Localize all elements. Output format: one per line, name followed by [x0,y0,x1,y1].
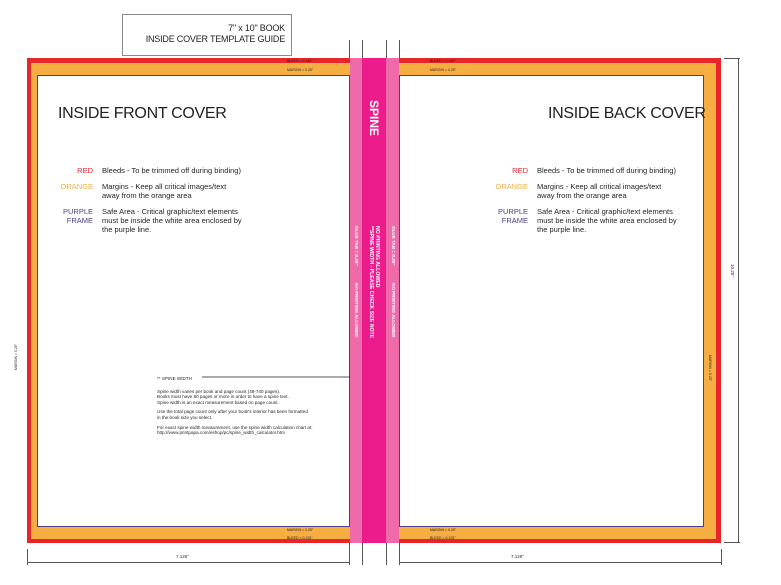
front-margin-bottom-label: MARGIN = 0.25" [287,528,314,532]
legend-orange-text-1: Margins - Keep all critical images/text [102,182,227,191]
front-bleed-top-label: BLEED = 0.125" [287,59,313,63]
legend-purple-key-2: FRAME [66,216,93,225]
spine-note-p4: Use the total page count only after your book's interior has been formatted [157,409,308,415]
back-legend-purple-key-2: FRAME [501,216,528,225]
front-bleed-bottom-label: BLEED = 0.125" [287,536,313,540]
back-margin-bottom-label: MARGIN = 0.25" [430,528,457,532]
legend-orange-key: ORANGE [60,182,93,191]
back-legend-purple-text-1: Safe Area - Critical graphic/text elements [537,207,673,216]
spine-no-printing: NO PRINTING ALLOWED [374,226,380,288]
left-no-printing-label: NO PRINTING ALLOWED [354,283,359,338]
back-legend-orange-text-2: away from the orange area [537,191,627,200]
front-width-dim-label: 7.125" [176,554,189,559]
spine-width-note [157,376,357,436]
back-bleed-top-label: BLEED = 0.125" [430,59,456,63]
legend-purple-text-1: Safe Area - Critical graphic/text elements [102,207,238,216]
template-guide-label: INSIDE COVER TEMPLATE GUIDE [145,34,285,44]
legend-red-text: Bleeds - To be trimmed off during binding) [102,166,241,175]
back-legend-red-text: Bleeds - To be trimmed off during binding) [537,166,676,175]
spine-title: SPINE [367,100,381,137]
front-margin-top-label: MARGIN = 0.25" [287,68,314,72]
right-glue-tab-label: GLUE TAB = 0.25" [391,226,396,266]
book-size-label: 7" x 10" BOOK [228,23,285,33]
legend-purple-text-3: the purple line. [102,225,152,234]
spine-note-p7: http://www.printpapa.com/eshop/pc/spine_width_calculator.htm [157,430,285,436]
back-width-dim-right-tick [721,549,722,565]
height-dim-line [738,58,739,543]
spine-width-check-note: **SPINE WIDTH - PLEASE CHECK SIZE NOTE [368,226,374,339]
spine-note-p2: Books must have 80 pages or more in order to have a spine text. [157,394,289,400]
right-no-printing-label: NO PRINTING ALLOWED [391,283,396,338]
legend-orange-text-2: away from the orange area [102,191,192,200]
front-side-margin-label: MARGIN = 0.25" [14,343,18,370]
spine-note-p1: Spine width varies per book and page count (48-740 pages). [157,388,281,394]
back-legend-purple-key-1: PURPLE [497,207,528,216]
legend-purple-key-1: PURPLE [62,207,93,216]
back-legend-orange-text-1: Margins - Keep all critical images/text [537,182,662,191]
legend-red-key: RED [77,166,93,175]
template-title-box [122,14,292,56]
back-legend-purple-text-2: must be inside the white area enclosed by [537,216,677,225]
back-width-dim-line [399,562,721,563]
back-bleed-bottom-label: BLEED = 0.125" [430,536,456,540]
front-width-dim-line [27,562,350,563]
height-dim-label: 10.25" [730,264,735,277]
back-legend-red-key: RED [512,166,528,175]
spine-note-p3: Spine width is an exact measurement based on page count. [157,399,279,405]
spine-note-p6: For exact spine width measurement, use the spine width calculation chart at: [157,424,313,430]
left-glue-tab-label: GLUE TAB = 0.25" [354,226,359,266]
back-safe-area [399,75,704,527]
back-width-dim-label: 7.125" [511,554,524,559]
legend-purple-text-2: must be inside the white area enclosed by [102,216,242,225]
spine-note-p5: in the book size you select. [157,414,213,420]
front-safe-area [37,75,350,527]
inside-back-cover-title: INSIDE BACK COVER [548,105,706,122]
back-side-margin-label: MARGIN = 0.25" [708,355,712,382]
back-legend-orange-key: ORANGE [495,182,528,191]
back-legend-purple-text-3: the purple line. [537,225,587,234]
spine-note-heading: ** SPINE WIDTH [157,376,192,381]
back-margin-top-label: MARGIN = 0.25" [430,68,457,72]
inside-front-cover-title: INSIDE FRONT COVER [58,105,227,122]
spine-pointer-arrow [200,372,375,382]
